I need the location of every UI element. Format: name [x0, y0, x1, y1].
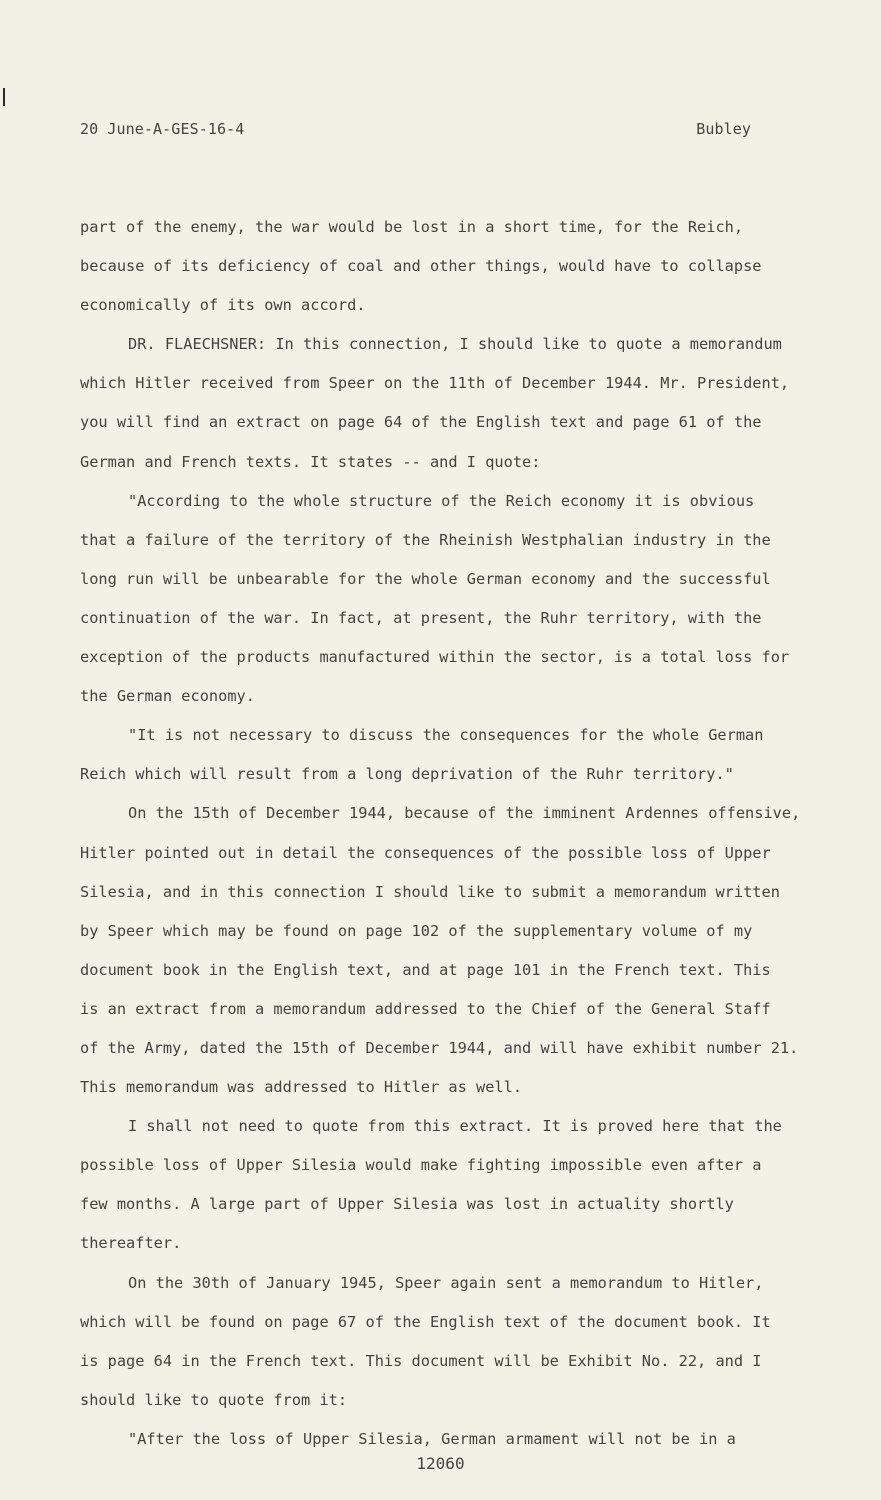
- text-line: economically of its own accord.: [80, 296, 366, 315]
- text-line: "It is not necessary to discuss the consequences for the whole German: [128, 726, 764, 745]
- text-line: Hitler pointed out in detail the consequences of the possible loss of Upper: [80, 843, 771, 862]
- text-line: is an extract from a memorandum addressed to the Chief of the General Staff: [80, 999, 771, 1018]
- text-line: by Speer which may be found on page 102 of the supplementary volume of my: [80, 921, 753, 940]
- text-line: that a failure of the territory of the Rheinish Westphalian industry in the: [80, 530, 771, 549]
- text-line: few months. A large part of Upper Silesia was lost in actuality shortly: [80, 1195, 734, 1214]
- text-line: Silesia, and in this connection I should like to submit a memorandum written: [80, 882, 780, 901]
- text-line: thereafter.: [80, 1234, 182, 1253]
- binding-mark: [3, 88, 5, 106]
- text-line: which Hitler received from Speer on the 11th of December 1944. Mr. President,: [80, 374, 790, 393]
- text-line: possible loss of Upper Silesia would make fighting impossible even after a: [80, 1156, 762, 1175]
- text-line: long run will be unbearable for the whole German economy and the successful: [80, 569, 771, 588]
- text-line: German and French texts. It states -- and I quote:: [80, 452, 541, 471]
- text-line: On the 30th of January 1945, Speer again sent a memorandum to Hitler,: [128, 1273, 764, 1292]
- header-reference: 20 June-A-GES-16-4: [80, 120, 245, 138]
- text-line: is page 64 in the French text. This document will be Exhibit No. 22, and I: [80, 1351, 762, 1370]
- text-line: continuation of the war. In fact, at present, the Ruhr territory, with the: [80, 608, 762, 627]
- text-line: the German economy.: [80, 687, 255, 706]
- text-line: which will be found on page 67 of the English text of the document book. It: [80, 1312, 771, 1331]
- text-line: because of its deficiency of coal and other things, would have to collapse: [80, 257, 762, 276]
- transcript-body: [80, 216, 832, 1467]
- text-line: DR. FLAECHSNER: In this connection, I should like to quote a memorandum: [128, 335, 782, 354]
- text-line: you will find an extract on page 64 of the English text and page 61 of the: [80, 413, 762, 432]
- text-line: should like to quote from it:: [80, 1390, 348, 1409]
- text-line: This memorandum was addressed to Hitler as well.: [80, 1078, 523, 1097]
- text-line: On the 15th of December 1944, because of the imminent Ardennes offensive,: [128, 804, 801, 823]
- text-line: "According to the whole structure of the Reich economy it is obvious: [128, 491, 755, 510]
- page-number: 12060: [416, 1454, 465, 1473]
- text-line: document book in the English text, and at page 101 in the French text. This: [80, 960, 771, 979]
- text-line: "After the loss of Upper Silesia, German armament will not be in a: [128, 1429, 736, 1448]
- text-line: part of the enemy, the war would be lost in a short time, for the Reich,: [80, 218, 744, 236]
- header-name: Bubley: [696, 120, 751, 138]
- text-line: exception of the products manufactured within the sector, is a total loss for: [80, 648, 790, 667]
- text-line: Reich which will result from a long deprivation of the Ruhr territory.": [80, 765, 734, 784]
- text-line: of the Army, dated the 15th of December 1944, and will have exhibit number 21.: [80, 1038, 799, 1057]
- text-line: I shall not need to quote from this extract. It is proved here that the: [128, 1117, 782, 1136]
